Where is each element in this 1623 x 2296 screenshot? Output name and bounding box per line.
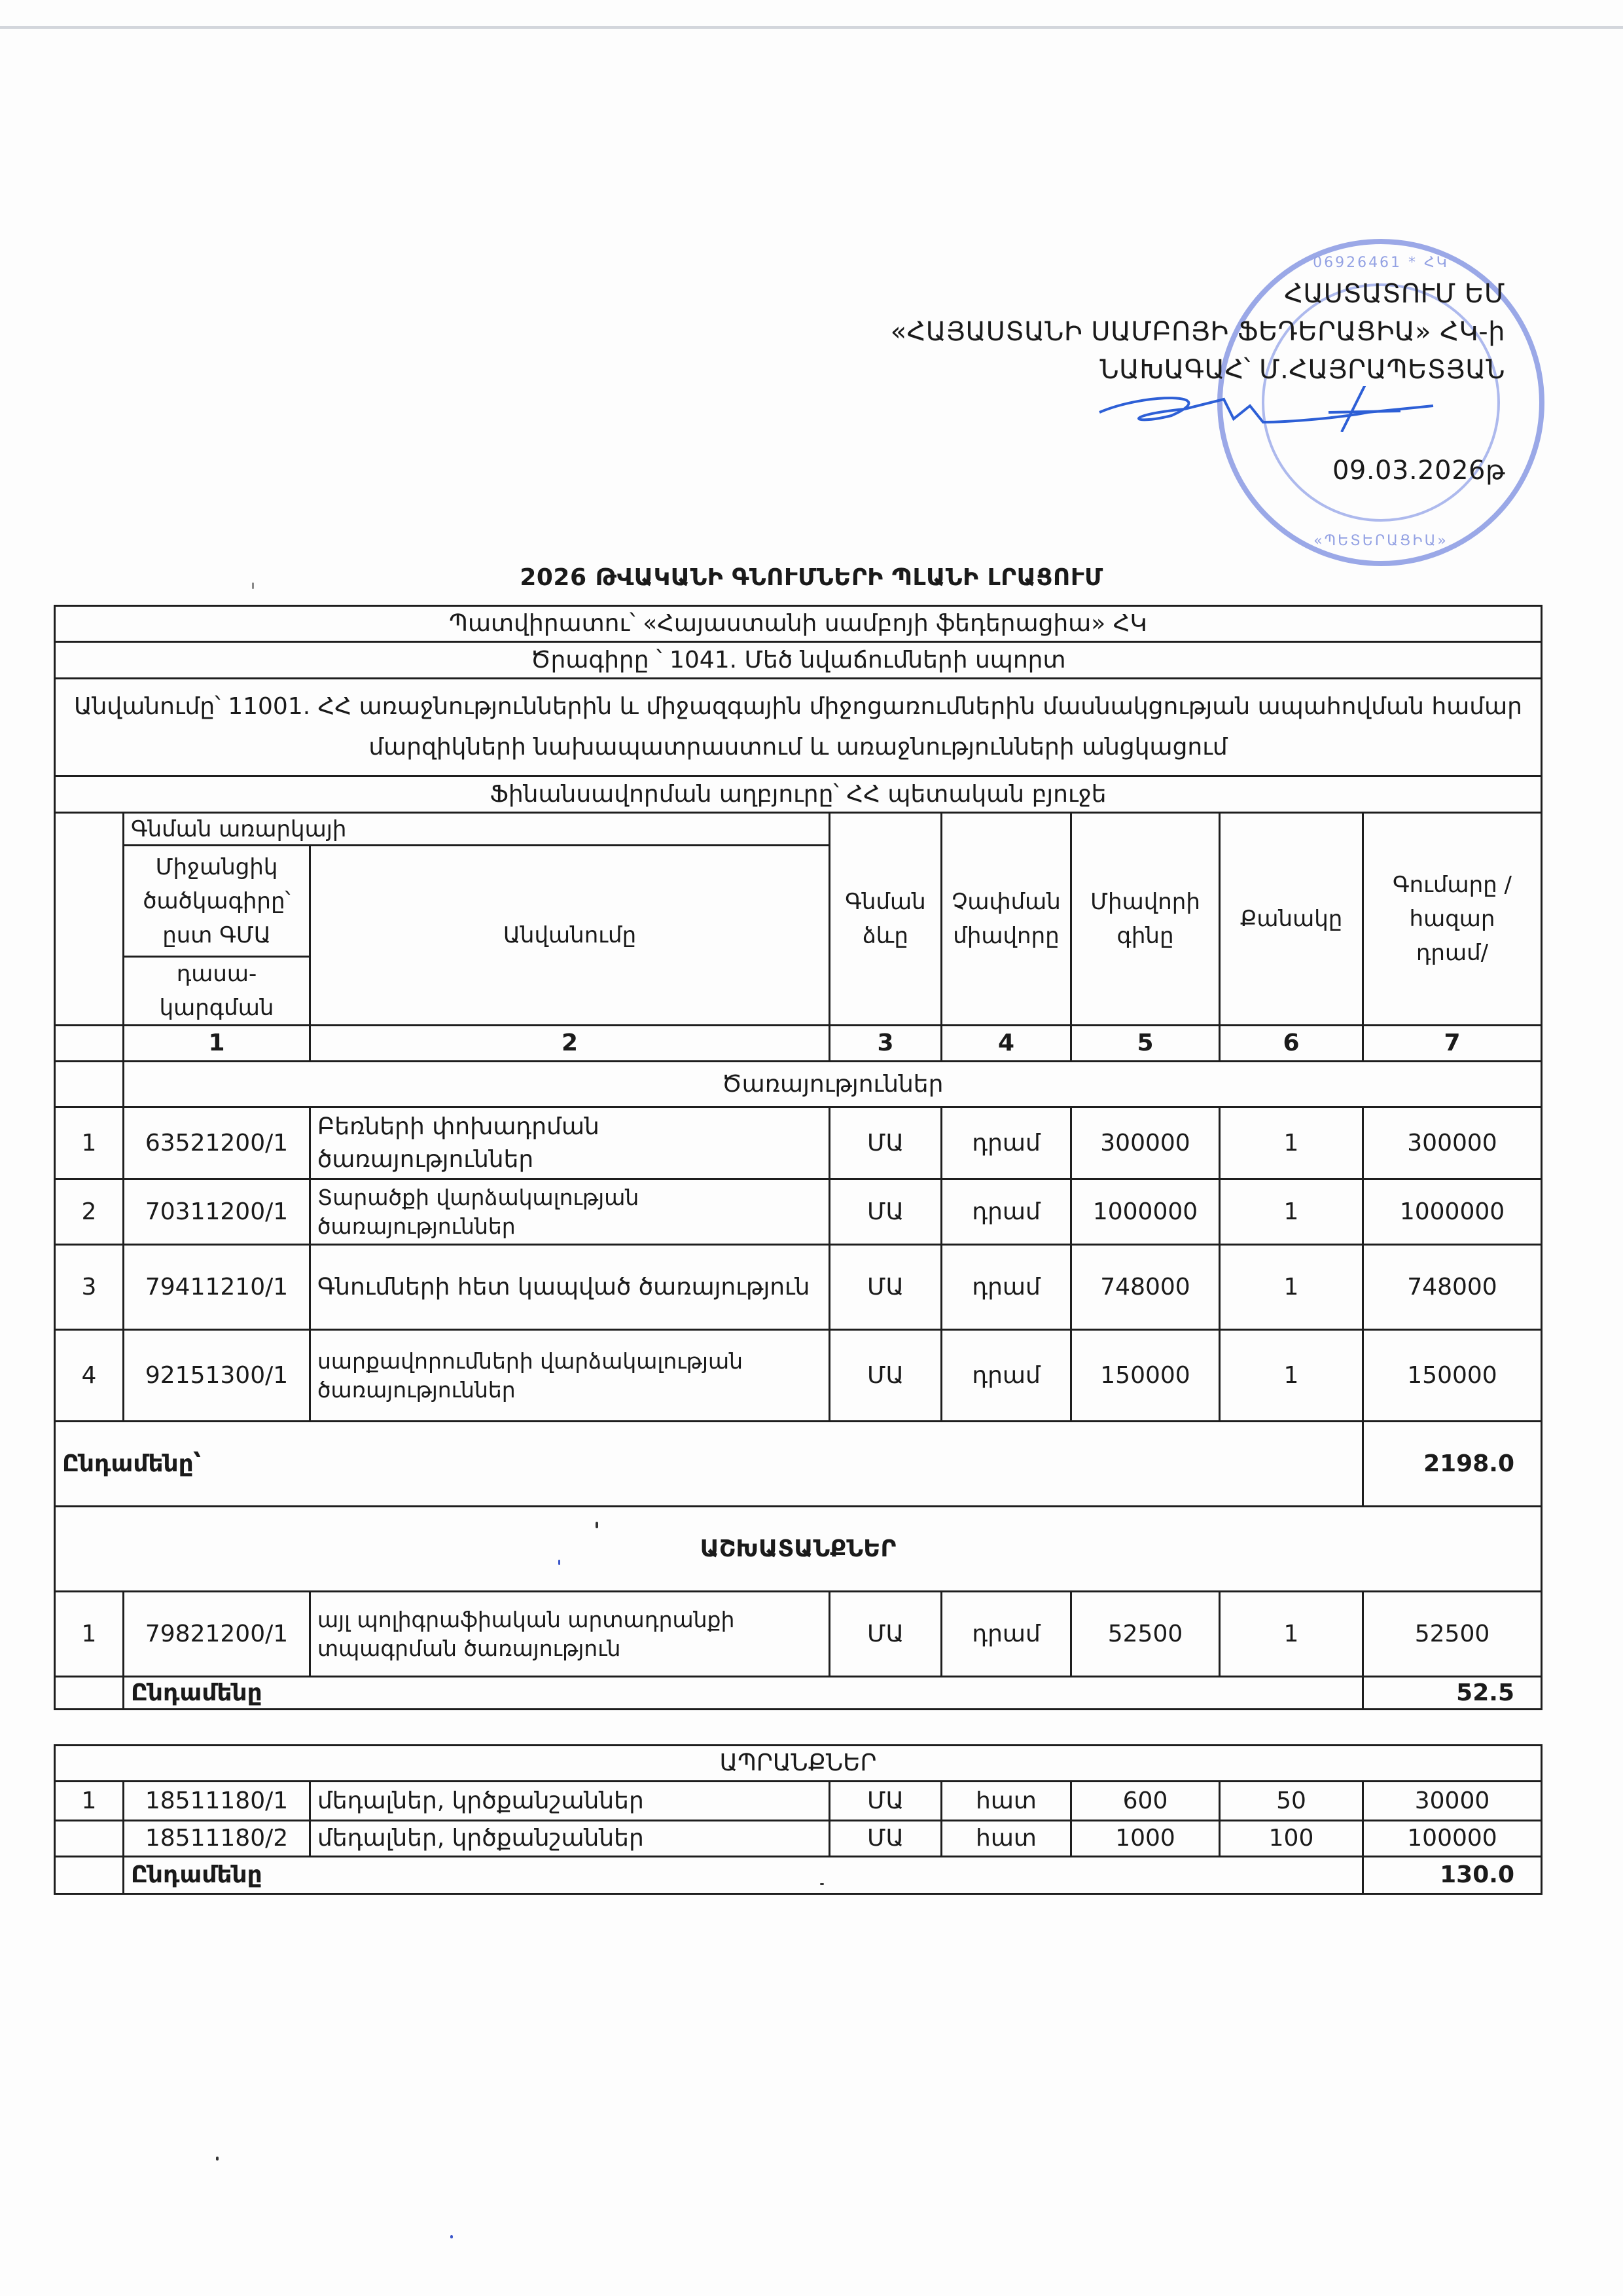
row-amount: 52500 (1362, 1590, 1543, 1677)
row-unit: դրամ (940, 1106, 1072, 1180)
scan-speck (558, 1560, 560, 1565)
row-code: 18511180/1 (122, 1780, 311, 1821)
row-quantity: 1 (1219, 1329, 1364, 1422)
row-number (54, 1820, 124, 1857)
col-number-blank (54, 1024, 124, 1062)
row-name: Բեռների փոխադրման ծառայություններ (309, 1106, 830, 1180)
page-title: 2026 ԹՎԱԿԱՆԻ ԳՆՈՒՄՆԵՐԻ ՊԼԱՆԻ ԼՐԱՑՈՒՄ (520, 564, 1103, 591)
row-price: 748000 (1070, 1244, 1221, 1331)
row-price: 600 (1070, 1780, 1221, 1821)
col-number-7: 7 (1362, 1024, 1543, 1062)
section-blank (54, 1060, 124, 1108)
header-subject: Գնման առարկայի (122, 812, 830, 846)
scan-speck (596, 1522, 598, 1528)
section-services-title: Ծառայություններ (122, 1060, 1543, 1108)
header-amount: Գումարը /հազար դրամ/ (1362, 812, 1543, 1026)
row-code: 18511180/2 (122, 1820, 311, 1857)
name-line-1: Անվանումը՝ 11001. ՀՀ առաջնություններին և միջազգային միջոցառումներին մասնակցության ապահովման համար (74, 693, 1522, 720)
row-price: 1000 (1070, 1820, 1221, 1857)
works-total-value: 52.5 (1362, 1676, 1543, 1710)
header-method: Գնման ձևը (829, 812, 942, 1026)
row-unit: հատ (940, 1820, 1072, 1857)
scan-speck (216, 2157, 219, 2161)
row-price: 150000 (1070, 1329, 1221, 1422)
header-quantity: Քանակը (1219, 812, 1364, 1026)
row-method: ՄԱ (829, 1590, 942, 1677)
row-amount: 748000 (1362, 1244, 1543, 1331)
row-name: Գնումների հետ կապված ծառայություն (309, 1244, 830, 1331)
approval-organization: «ՀԱՅԱՍՏԱՆԻ ՍԱՄԲՈՅԻ ՖԵԴԵՐԱՑԻԱ» ՀԿ-ի (890, 317, 1505, 347)
goods-total-label: Ընդամենը (122, 1856, 1364, 1895)
funding-source-row: Ֆինանսավորման աղբյուրը՝ ՀՀ պետական բյուջե (54, 775, 1543, 814)
program-row: Ծրագիրը ՝ 1041. Մեծ նվաճումների սպորտ (54, 641, 1543, 679)
row-unit: դրամ (940, 1178, 1072, 1246)
section-goods-title: ԱՊՐԱՆՔՆԵՐ (54, 1744, 1543, 1782)
header-unit: Չափման միավորը (940, 812, 1072, 1026)
header-blank-cell (54, 812, 124, 1026)
row-name: սարքավորումների վարձակալության ծառայություններ (309, 1329, 830, 1422)
row-method: ՄԱ (829, 1820, 942, 1857)
row-method: ՄԱ (829, 1106, 942, 1180)
row-method: ՄԱ (829, 1244, 942, 1331)
goods-total-value: 130.0 (1362, 1856, 1543, 1895)
col-number-1: 1 (122, 1024, 311, 1062)
row-name: մեդալներ, կրծքանշաններ (309, 1780, 830, 1821)
approval-signatory: ՆԱԽԱԳԱՀ՝ Մ.ՀԱՅՐԱՊԵՏՅԱՆ (1099, 355, 1505, 385)
row-unit: հատ (940, 1780, 1072, 1821)
row-quantity: 100 (1219, 1820, 1364, 1857)
name-row (54, 677, 1543, 777)
row-code: 92151300/1 (122, 1329, 311, 1422)
scan-speck (820, 1883, 824, 1885)
row-quantity: 1 (1219, 1106, 1364, 1180)
row-method: ՄԱ (829, 1178, 942, 1246)
approval-block (891, 275, 1505, 490)
row-number: 3 (54, 1244, 124, 1331)
row-quantity: 50 (1219, 1780, 1364, 1821)
approval-date: 09.03.2026թ (1332, 456, 1505, 486)
row-price: 1000000 (1070, 1178, 1221, 1246)
row-code: 79821200/1 (122, 1590, 311, 1677)
works-total-blank (54, 1676, 124, 1710)
works-total-label: Ընդամենը (122, 1676, 1364, 1710)
row-amount: 1000000 (1362, 1178, 1543, 1246)
row-amount: 30000 (1362, 1780, 1543, 1821)
row-name: այլ պոլիգրաֆիական արտադրանքի տպագրման ծառայություն (309, 1590, 830, 1677)
row-method: ՄԱ (829, 1329, 942, 1422)
row-number: 1 (54, 1590, 124, 1677)
stamp-top-text: 06926461 * ՀԿ (1313, 255, 1449, 271)
col-number-5: 5 (1070, 1024, 1221, 1062)
goods-total-blank (54, 1856, 124, 1895)
row-number: 2 (54, 1178, 124, 1246)
col-number-4: 4 (940, 1024, 1072, 1062)
row-name: Տարածքի վարձակալության ծառայություններ (309, 1178, 830, 1246)
header-classification: դասա-կարգման (122, 956, 311, 1026)
row-code: 70311200/1 (122, 1178, 311, 1246)
row-number: 1 (54, 1780, 124, 1821)
row-price: 52500 (1070, 1590, 1221, 1677)
row-amount: 300000 (1362, 1106, 1543, 1180)
col-number-2: 2 (309, 1024, 830, 1062)
row-name: մեդալներ, կրծքանշաններ (309, 1820, 830, 1857)
header-name: Անվանումը (309, 844, 830, 1026)
row-quantity: 1 (1219, 1244, 1364, 1331)
scan-speck (450, 2235, 453, 2238)
name-line-2: մարզիկների նախապատրաստում և առաջնությունների անցկացում (368, 734, 1228, 761)
row-unit: դրամ (940, 1244, 1072, 1331)
row-quantity: 1 (1219, 1178, 1364, 1246)
col-number-6: 6 (1219, 1024, 1364, 1062)
row-quantity: 1 (1219, 1590, 1364, 1677)
row-number: 4 (54, 1329, 124, 1422)
row-number: 1 (54, 1106, 124, 1180)
row-method: ՄԱ (829, 1780, 942, 1821)
scan-artifact-line (0, 26, 1623, 29)
customer-row: Պատվիրատու՝ «Հայաստանի սամբոյի ֆեդերացիա» ՀԿ (54, 605, 1543, 643)
row-price: 300000 (1070, 1106, 1221, 1180)
services-total-value: 2198.0 (1362, 1420, 1543, 1507)
approval-heading: ՀԱՍՏԱՏՈՒՄ ԵՄ (1284, 279, 1505, 309)
row-code: 63521200/1 (122, 1106, 311, 1180)
section-works-title: ԱՇԽԱՏԱՆՔՆԵՐ (54, 1505, 1543, 1592)
row-code: 79411210/1 (122, 1244, 311, 1331)
scan-speck (252, 583, 254, 589)
stamp-bottom-text: «ՊԵՏԵՐԱՑԻԱ» (1313, 533, 1448, 549)
services-total-label: Ընդամենը՝ (54, 1420, 1364, 1507)
header-code: Միջանցիկ ծածկագիրը՝ ըստ ԳՄԱ (122, 844, 311, 958)
row-unit: դրամ (940, 1329, 1072, 1422)
header-unit-price: Միավորի գինը (1070, 812, 1221, 1026)
row-amount: 100000 (1362, 1820, 1543, 1857)
row-unit: դրամ (940, 1590, 1072, 1677)
row-amount: 150000 (1362, 1329, 1543, 1422)
col-number-3: 3 (829, 1024, 942, 1062)
